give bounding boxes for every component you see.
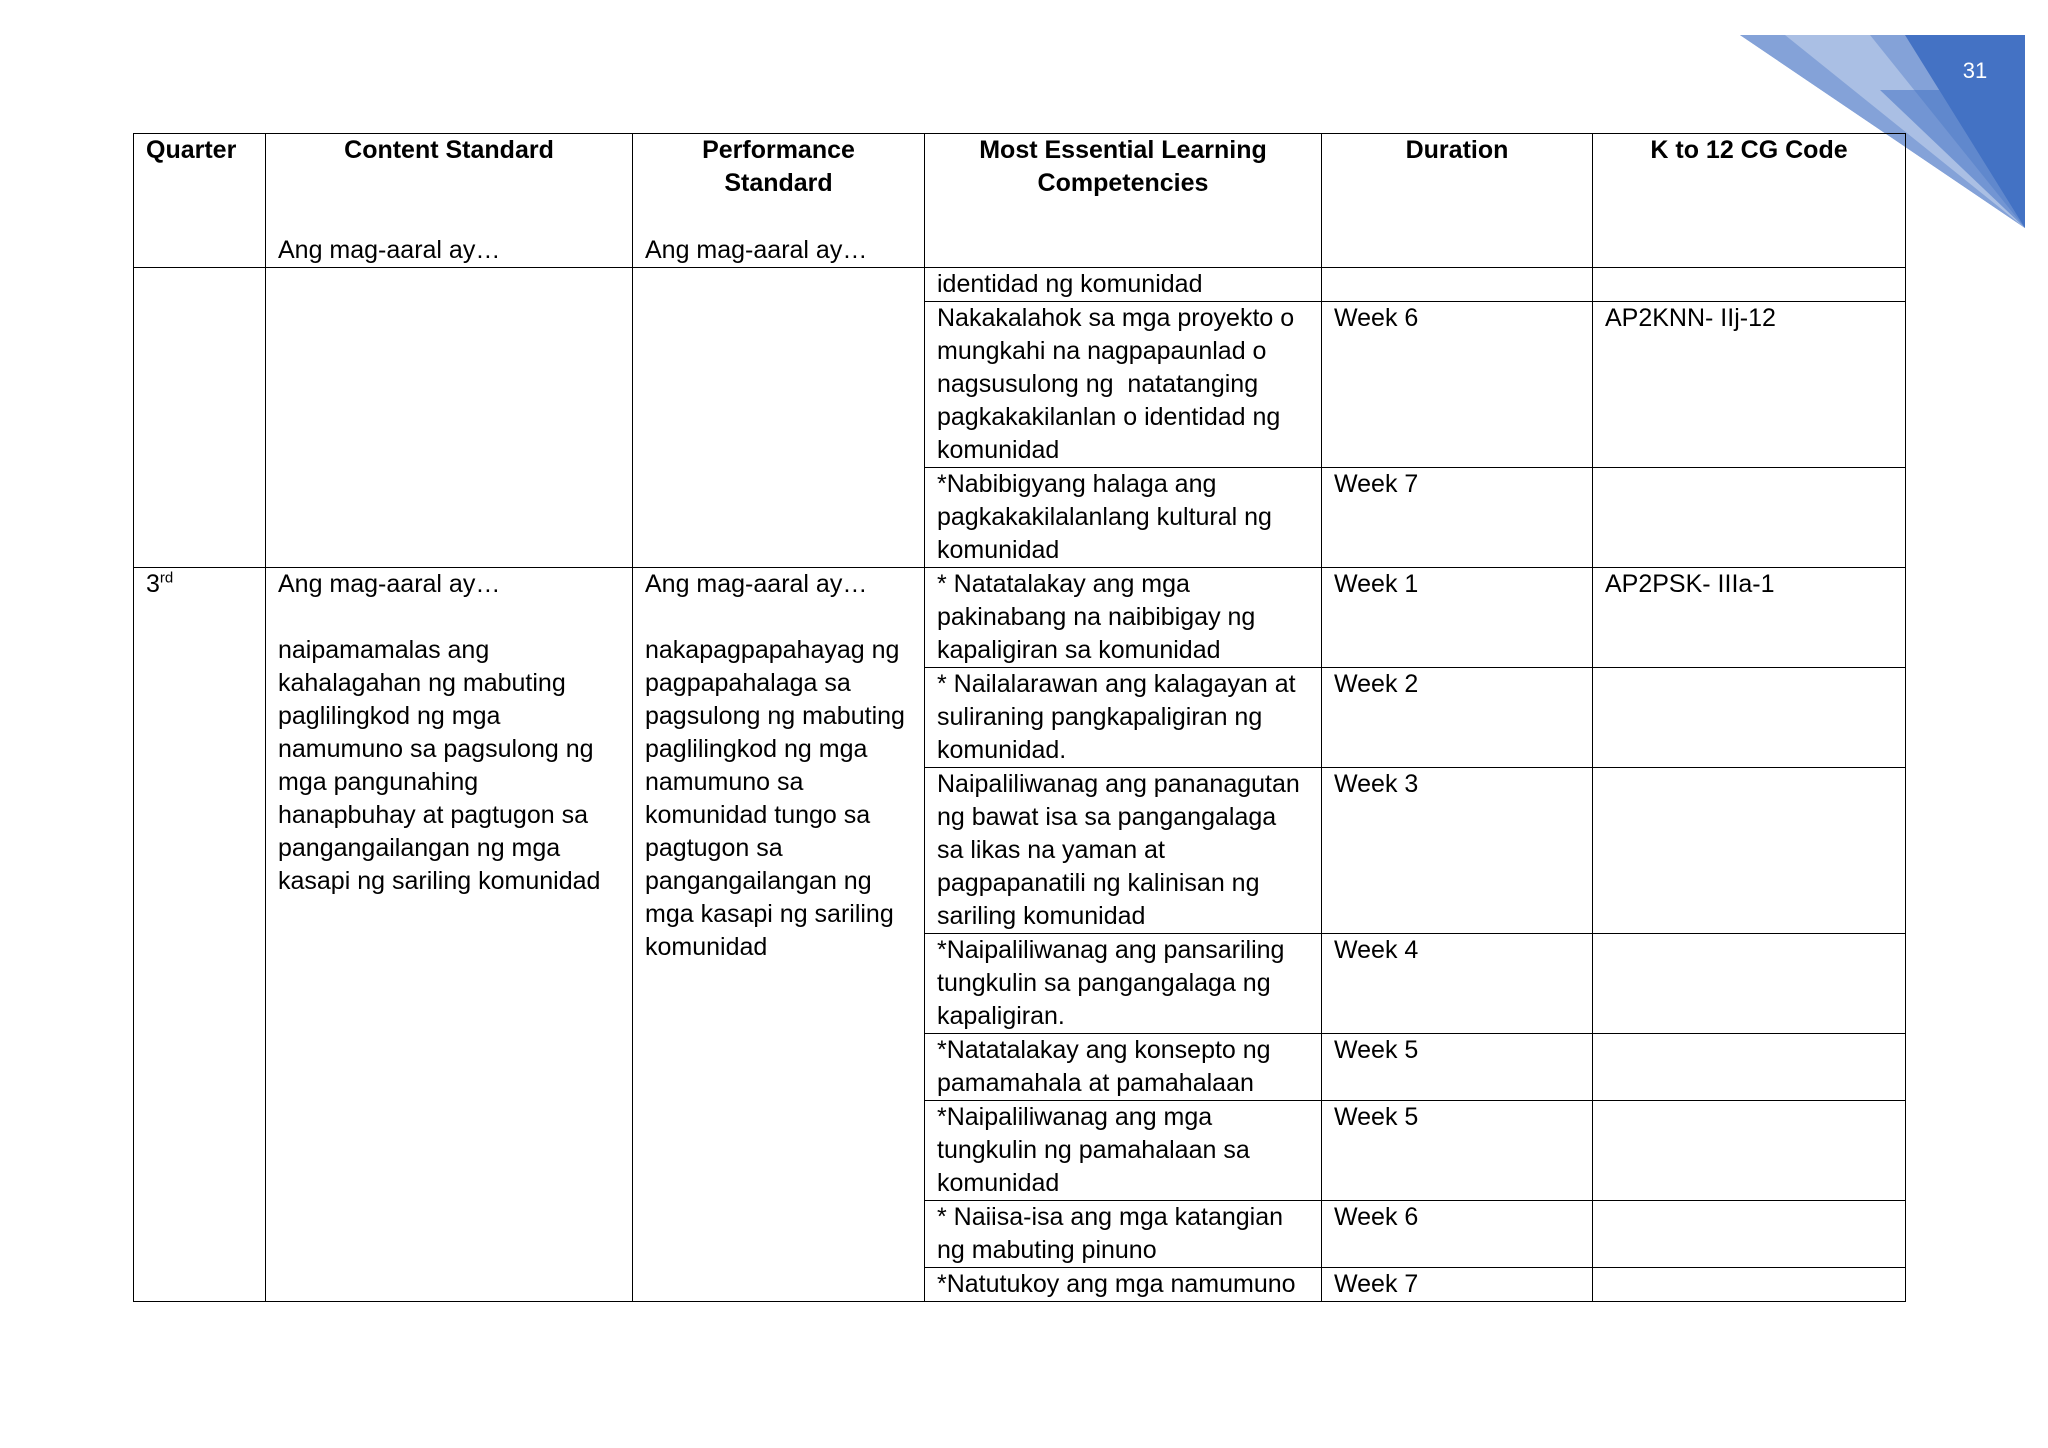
duration-cell: Week 6	[1322, 302, 1593, 468]
header-content-standard-label: Content Standard	[344, 136, 554, 164]
cg-code-cell	[1593, 668, 1906, 768]
cg-code-cell	[1593, 1034, 1906, 1101]
content-standard-cell-empty	[266, 268, 633, 568]
curriculum-table	[133, 133, 1906, 1302]
melc-cell: *Naipaliliwanag ang pansariling tungkulin sa pangangalaga ng kapaligiran.	[925, 934, 1322, 1034]
duration-cell: Week 5	[1322, 1101, 1593, 1201]
header-quarter	[134, 134, 266, 268]
melc-cell: identidad ng komunidad	[925, 268, 1322, 302]
content-standard-intro: Ang mag-aaral ay…	[278, 570, 501, 598]
duration-cell: Week 7	[1322, 468, 1593, 568]
quarter-suffix: rd	[159, 569, 174, 587]
performance-standard-text: nakapagpapahayag ng pagpapahalaga sa pagsulong ng mabuting paglilingkod ng mga namumuno sa komunidad tungo sa pagtugon sa pangangailangan ng mga kasapi ng sariling komunidad	[645, 636, 905, 961]
cg-code-cell	[1593, 468, 1906, 568]
header-row	[134, 134, 1906, 268]
header-performance-standard	[633, 134, 925, 268]
header-performance-standard-sub: Ang mag-aaral ay…	[645, 236, 868, 264]
content-standard-cell	[266, 568, 633, 1302]
page-number: 31	[1962, 58, 1988, 83]
table-row	[134, 268, 1906, 302]
duration-cell: Week 3	[1322, 768, 1593, 934]
performance-standard-cell-empty	[633, 268, 925, 568]
header-cg-code-label: K to 12 CG Code	[1650, 136, 1848, 164]
melc-cell: *Nabibigyang halaga ang pagkakakilalanlang kultural ng komunidad	[925, 468, 1322, 568]
performance-standard-cell	[633, 568, 925, 1302]
header-performance-standard-label: Performance Standard	[702, 136, 855, 197]
cg-code-cell: AP2PSK- IIIa-1	[1593, 568, 1906, 668]
cg-code-cell	[1593, 768, 1906, 934]
duration-cell: Week 6	[1322, 1201, 1593, 1268]
header-cg-code	[1593, 134, 1906, 268]
header-duration-label: Duration	[1405, 136, 1509, 164]
header-quarter-label: Quarter	[146, 136, 237, 164]
header-content-standard	[266, 134, 633, 268]
content-standard-text: naipamamalas ang kahalagahan ng mabuting paglilingkod ng mga namumuno sa pagsulong ng mga pangunahing hanapbuhay at pagtugon sa pangangailangan ng mga kasapi ng sariling komunidad	[278, 636, 601, 895]
quarter-number: 3	[146, 570, 160, 598]
cg-code-cell: AP2KNN- IIj-12	[1593, 302, 1906, 468]
melc-cell: Naipaliliwanag ang pananagutan ng bawat isa sa pangangalaga sa likas na yaman at pagpapanatili ng kalinisan ng sariling komunidad	[925, 768, 1322, 934]
duration-cell	[1322, 268, 1593, 302]
cg-code-cell	[1593, 934, 1906, 1034]
cg-code-cell	[1593, 1268, 1906, 1302]
duration-cell: Week 2	[1322, 668, 1593, 768]
melc-cell: *Natutukoy ang mga namumuno	[925, 1268, 1322, 1302]
header-duration	[1322, 134, 1593, 268]
melc-cell: * Naiisa-isa ang mga katangian ng mabuting pinuno	[925, 1201, 1322, 1268]
melc-cell: * Natatalakay ang mga pakinabang na naibibigay ng kapaligiran sa komunidad	[925, 568, 1322, 668]
melc-cell: *Naipaliliwanag ang mga tungkulin ng pamahalaan sa komunidad	[925, 1101, 1322, 1201]
table-row	[134, 568, 1906, 668]
quarter-cell-empty	[134, 268, 266, 568]
melc-cell: * Nailalarawan ang kalagayan at suliraning pangkapaligiran ng komunidad.	[925, 668, 1322, 768]
duration-cell: Week 7	[1322, 1268, 1593, 1302]
quarter-cell	[134, 568, 266, 1302]
cg-code-cell	[1593, 1101, 1906, 1201]
header-melc	[925, 134, 1322, 268]
header-melc-label: Most Essential Learning Competencies	[979, 136, 1267, 197]
melc-cell: *Natatalakay ang konsepto ng pamamahala at pamahalaan	[925, 1034, 1322, 1101]
duration-cell: Week 4	[1322, 934, 1593, 1034]
duration-cell: Week 5	[1322, 1034, 1593, 1101]
header-content-standard-sub: Ang mag-aaral ay…	[278, 236, 501, 264]
melc-cell: Nakakalahok sa mga proyekto o mungkahi na nagpapaunlad o nagsusulong ng natatanging pagkakakilanlan o identidad ng komunidad	[925, 302, 1322, 468]
performance-standard-intro: Ang mag-aaral ay…	[645, 570, 868, 598]
cg-code-cell	[1593, 1201, 1906, 1268]
cg-code-cell	[1593, 268, 1906, 302]
duration-cell: Week 1	[1322, 568, 1593, 668]
